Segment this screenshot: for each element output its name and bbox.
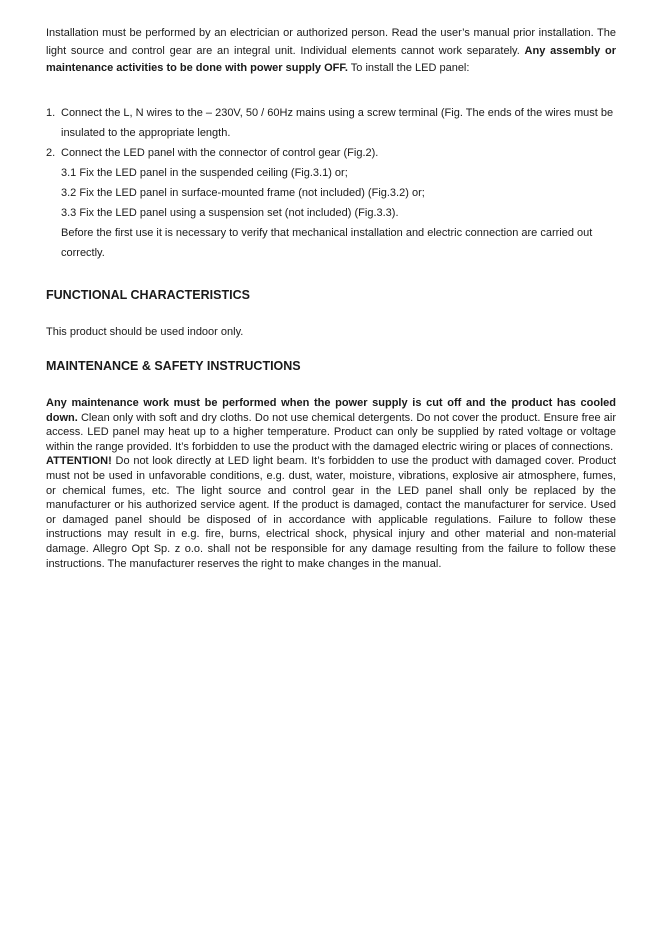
maintenance-warning: Any maintenance work must be performed when the power supply is cut off and the product has cooled down. xyxy=(46,397,616,424)
substep: 3.1 Fix the LED panel in the suspended ceiling (Fig.3.1) or; xyxy=(61,167,348,179)
list-number: 1. xyxy=(46,107,56,119)
maintenance-heading: MAINTENANCE & SAFETY INSTRUCTIONS xyxy=(46,359,301,373)
substep: 3.3 Fix the LED panel using a suspension set (not included) (Fig.3.3). xyxy=(61,207,399,219)
intro-warning: Any assembly or maintenance activities to be done with power supply OFF. xyxy=(46,44,616,74)
list-item xyxy=(46,143,616,163)
intro-paragraph xyxy=(46,25,616,77)
before-use-note: Before the first use it is necessary to verify that mechanical installation and electric connection are carried out correctly. xyxy=(61,227,593,259)
attention-paragraph xyxy=(46,454,616,571)
list-text: Connect the L, N wires to the – 230V, 50 / 60Hz mains using a screw terminal (Fig. The ends of the wires must be insulated to the appropriate length. xyxy=(61,107,614,139)
substep: 3.2 Fix the LED panel in surface-mounted frame (not included) (Fig.3.2) or; xyxy=(61,187,425,199)
attention-text: Do not look directly at LED light beam. It’s forbidden to use the product with damaged cover. Product must not be used in unfavorable conditions, e.g. dust, water, moisture, vibrations, explosive air atmosphere, fumes, or chemical fumes, etc. The light source and control gear in the LED panel shall only be replaced by the manufacturer or his authorized service agent. If the product is damaged, contact the manufacturer for service. Used or damaged panel should be disposed of in accordance with applicable regulations. Failure to follow these instructions may result in e.g. fire, burns, electrical shock, physical injury and other material and non-material damage. Allegro Opt Sp. z o.o. shall not be responsible for any damage resulting from the failure to follow these instructions. The manufacturer reserves the right to make changes in the manual. xyxy=(46,455,616,570)
list-item xyxy=(46,103,616,143)
list-number: 2. xyxy=(46,147,56,159)
intro-text-end: To install the LED panel: xyxy=(347,62,470,74)
maintenance-paragraph xyxy=(46,396,616,454)
list-text: Connect the LED panel with the connector of control gear (Fig.2). xyxy=(61,147,379,159)
maintenance-text: Clean only with soft and dry cloths. Do not use chemical detergents. Do not cover the product. Ensure free air access. LED panel may heat up to a higher temperature. Product can only be supplied by rated voltage or voltage within the range provided. It’s forbidden to use the product with the damaged electric wiring or places of connections. xyxy=(46,411,616,453)
intro-text: Installation must be performed by an electrician or authorized person. Read the user’s manual prior installation. The light source and control gear are an integral unit. Individual elements cannot work separately. xyxy=(46,27,616,57)
functional-heading: FUNCTIONAL CHARACTERISTICS xyxy=(46,288,250,302)
attention-label: ATTENTION! xyxy=(46,455,112,468)
document-page xyxy=(46,25,616,571)
functional-text: This product should be used indoor only. xyxy=(46,326,244,338)
installation-steps xyxy=(46,103,616,263)
